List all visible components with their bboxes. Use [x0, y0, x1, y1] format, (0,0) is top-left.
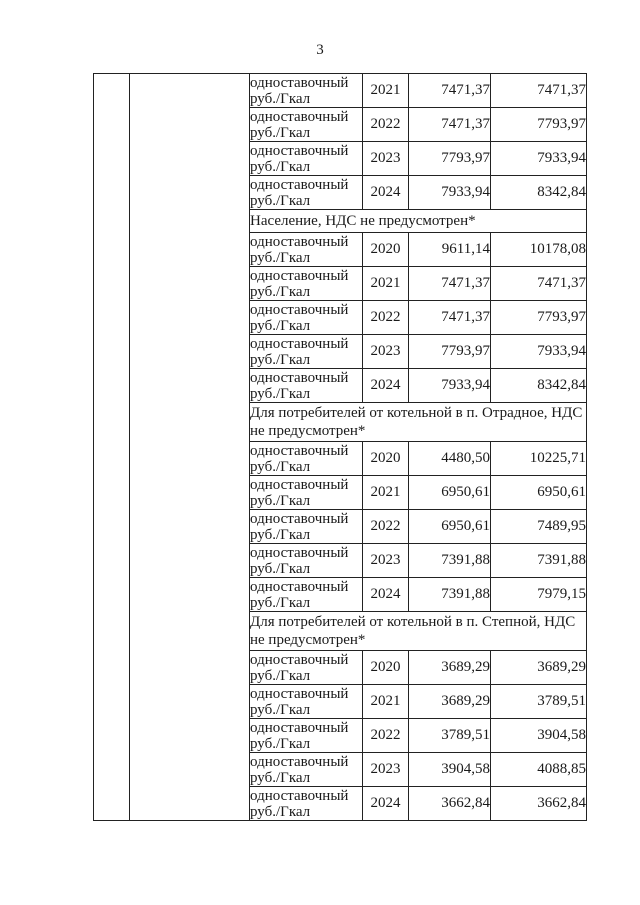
tariff-year: 2022	[363, 108, 409, 142]
tariff-unit: одноставочный руб./Гкал	[250, 369, 363, 403]
tariff-unit: одноставочный руб./Гкал	[250, 74, 363, 108]
tariff-unit: одноставочный руб./Гкал	[250, 233, 363, 267]
tariff-year: 2021	[363, 685, 409, 719]
tariff-value-first: 7933,94	[409, 369, 491, 403]
tariff-value-first: 7793,97	[409, 142, 491, 176]
tariff-year: 2024	[363, 578, 409, 612]
tariff-value-first: 3689,29	[409, 685, 491, 719]
tariff-unit: одноставочный руб./Гкал	[250, 442, 363, 476]
tariff-value-first: 3689,29	[409, 651, 491, 685]
tariff-year: 2021	[363, 267, 409, 301]
tariff-value-second: 10178,08	[491, 233, 587, 267]
tariff-value-second: 10225,71	[491, 442, 587, 476]
tariff-year: 2021	[363, 74, 409, 108]
tariff-table-body	[94, 74, 587, 821]
tariff-value-second: 4088,85	[491, 753, 587, 787]
tariff-value-second: 3904,58	[491, 719, 587, 753]
tariff-year: 2024	[363, 369, 409, 403]
tariff-year: 2022	[363, 510, 409, 544]
tariff-value-first: 3662,84	[409, 787, 491, 821]
tariff-year: 2020	[363, 651, 409, 685]
tariff-unit: одноставочный руб./Гкал	[250, 510, 363, 544]
tariff-value-second: 8342,84	[491, 176, 587, 210]
page-number: 3	[316, 42, 324, 58]
tariff-value-second: 7933,94	[491, 335, 587, 369]
empty-name-column	[130, 74, 250, 821]
tariff-year: 2024	[363, 176, 409, 210]
tariff-unit: одноставочный руб./Гкал	[250, 544, 363, 578]
tariff-value-second: 3789,51	[491, 685, 587, 719]
tariff-value-first: 7471,37	[409, 267, 491, 301]
tariff-unit: одноставочный руб./Гкал	[250, 651, 363, 685]
tariff-year: 2022	[363, 301, 409, 335]
tariff-value-second: 7793,97	[491, 108, 587, 142]
tariff-unit: одноставочный руб./Гкал	[250, 267, 363, 301]
tariff-unit: одноставочный руб./Гкал	[250, 476, 363, 510]
tariff-value-first: 7471,37	[409, 108, 491, 142]
tariff-value-second: 7489,95	[491, 510, 587, 544]
tariff-value-first: 7391,88	[409, 544, 491, 578]
tariff-unit: одноставочный руб./Гкал	[250, 176, 363, 210]
tariff-unit: одноставочный руб./Гкал	[250, 685, 363, 719]
tariff-value-second: 7391,88	[491, 544, 587, 578]
section-title: Для потребителей от котельной в п. Отрадное, НДС не предусмотрен*	[250, 403, 587, 442]
tariff-value-first: 4480,50	[409, 442, 491, 476]
tariff-value-second: 3689,29	[491, 651, 587, 685]
tariff-year: 2022	[363, 719, 409, 753]
tariff-unit: одноставочный руб./Гкал	[250, 108, 363, 142]
tariff-value-first: 7793,97	[409, 335, 491, 369]
tariff-unit: одноставочный руб./Гкал	[250, 578, 363, 612]
tariff-value-first: 6950,61	[409, 510, 491, 544]
tariff-unit: одноставочный руб./Гкал	[250, 787, 363, 821]
tariff-value-first: 3904,58	[409, 753, 491, 787]
tariff-value-second: 7793,97	[491, 301, 587, 335]
tariff-value-first: 3789,51	[409, 719, 491, 753]
tariff-table	[93, 73, 587, 821]
tariff-value-first: 7471,37	[409, 301, 491, 335]
tariff-year: 2023	[363, 753, 409, 787]
tariff-value-first: 7933,94	[409, 176, 491, 210]
tariff-value-second: 7933,94	[491, 142, 587, 176]
empty-number-column	[94, 74, 130, 821]
tariff-year: 2023	[363, 544, 409, 578]
tariff-year: 2021	[363, 476, 409, 510]
tariff-value-second: 8342,84	[491, 369, 587, 403]
table-row	[94, 74, 587, 108]
tariff-value-first: 6950,61	[409, 476, 491, 510]
tariff-value-second: 7471,37	[491, 267, 587, 301]
tariff-value-second: 7471,37	[491, 74, 587, 108]
tariff-value-first: 7471,37	[409, 74, 491, 108]
tariff-year: 2023	[363, 142, 409, 176]
tariff-value-second: 7979,15	[491, 578, 587, 612]
tariff-year: 2023	[363, 335, 409, 369]
tariff-year: 2024	[363, 787, 409, 821]
section-title: Для потребителей от котельной в п. Степной, НДС не предусмотрен*	[250, 612, 587, 651]
tariff-value-second: 3662,84	[491, 787, 587, 821]
tariff-unit: одноставочный руб./Гкал	[250, 335, 363, 369]
tariff-unit: одноставочный руб./Гкал	[250, 142, 363, 176]
tariff-value-first: 7391,88	[409, 578, 491, 612]
section-title: Население, НДС не предусмотрен*	[250, 210, 587, 233]
tariff-year: 2020	[363, 233, 409, 267]
tariff-unit: одноставочный руб./Гкал	[250, 719, 363, 753]
tariff-value-second: 6950,61	[491, 476, 587, 510]
tariff-year: 2020	[363, 442, 409, 476]
tariff-unit: одноставочный руб./Гкал	[250, 301, 363, 335]
tariff-value-first: 9611,14	[409, 233, 491, 267]
tariff-unit: одноставочный руб./Гкал	[250, 753, 363, 787]
